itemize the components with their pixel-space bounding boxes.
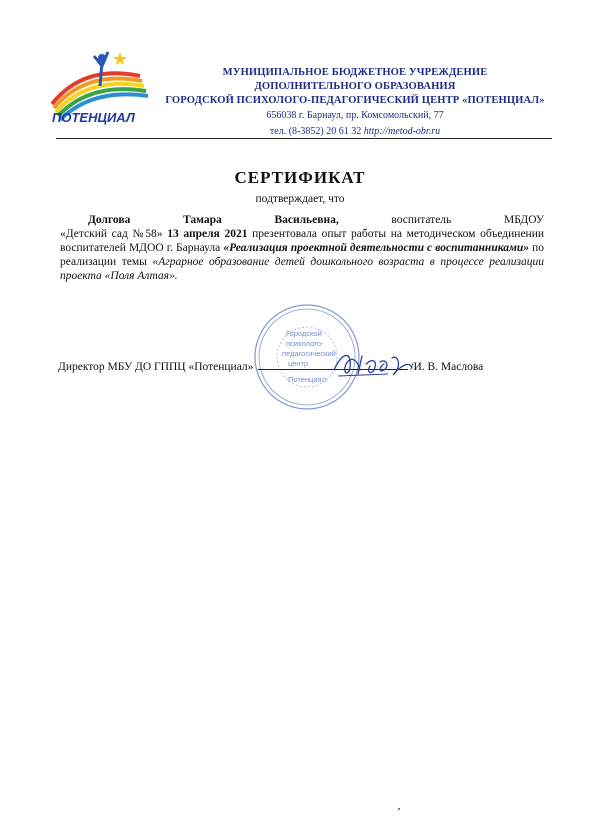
director-signature-row (58, 359, 548, 373)
header-line-1: МУНИЦИПАЛЬНОЕ БЮДЖЕТНОЕ УЧРЕЖДЕНИЕ (222, 67, 488, 78)
body-text-1: презентовала опыт работы на методическом объединении воспитателей МДОО г. Барнаула (60, 228, 545, 254)
header-contacts (160, 125, 550, 138)
recipient-line (60, 213, 544, 227)
svg-text:Городской: Городской (286, 329, 322, 338)
director-role: Директор МБУ ДО ГППЦ «Потенциал» (58, 361, 254, 373)
recipient-name: Долгова Тамара Васильевна, (88, 214, 339, 226)
svg-text:психолого-: психолого- (286, 339, 324, 348)
header-address: 656038 г. Барнаул, пр. Комсомольский, 77 (266, 110, 444, 121)
body-text-2: по реализации темы (60, 242, 544, 268)
svg-text:центр: центр (288, 359, 309, 368)
recipient-position: воспитатель МБДОУ (391, 214, 545, 226)
handwritten-signature (328, 344, 418, 384)
certificate-body (60, 213, 544, 283)
institution: «Детский сад №58» (60, 228, 163, 240)
header-line-3: ГОРОДСКОЙ ПСИХОЛОГО-ПЕДАГОГИЧЕСКИЙ ЦЕНТР «ПОТЕНЦИАЛ» (165, 95, 545, 106)
scan-speck (398, 808, 400, 810)
organization-header (160, 66, 550, 138)
certificate-title: СЕРТИФИКАТ (234, 168, 366, 187)
project-theme: «Аграрное образование детей дошкольного возраста в процессе реализации проекта «Поля Алтая». (60, 256, 544, 282)
header-phone: тел. (8-3852) 20 61 32 (269, 126, 362, 137)
certificate-subtitle: подтверждает, что (255, 193, 345, 205)
header-divider (56, 138, 552, 139)
director-name: /И. В. Маслова (410, 361, 484, 373)
svg-text:педагогический: педагогический (282, 349, 336, 358)
event-date: 13 апреля 2021 (167, 228, 248, 240)
potential-logo (44, 46, 162, 126)
header-website[interactable]: http://metod-obr.ru (363, 126, 441, 137)
logo-text: ПОТЕНЦИАЛ (52, 110, 135, 125)
header-line-2: ДОПОЛНИТЕЛЬНОГО ОБРАЗОВАНИЯ (254, 81, 456, 92)
svg-text:Потенциал: Потенциал (288, 375, 327, 384)
presentation-topic: «Реализация проектной деятельности с воспитанниками» (223, 242, 530, 254)
